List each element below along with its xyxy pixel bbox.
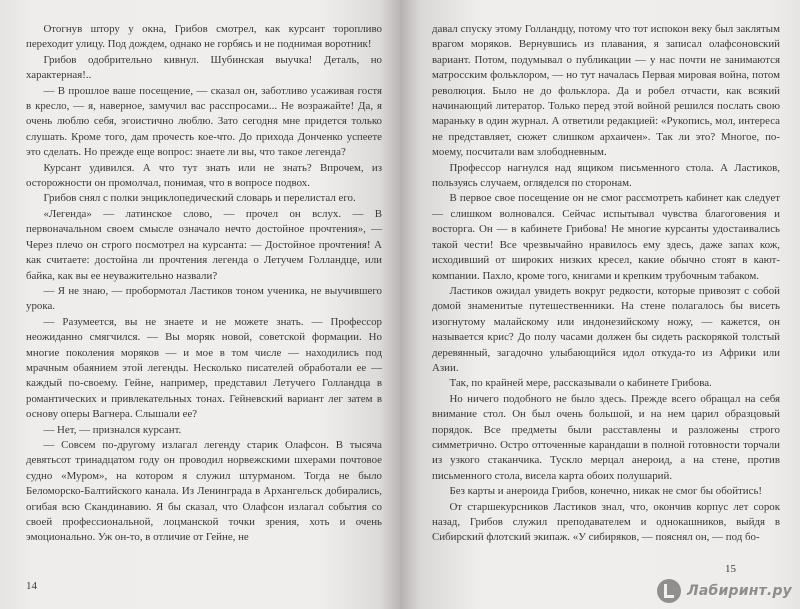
page-number-left: 14 xyxy=(26,580,37,592)
left-page-text xyxy=(26,22,382,546)
paragraph: Но ничего подобного не было здесь. Прежде всего обращал на себя внимание стол. Он был очень большой, и на нем царил образцовый порядок. Все предметы были расставлены и разложены строго симметрично. Остро отточенные карандаши в полной готовности торчали из узкого стаканчика. Тускло мерцал анероид, а на стене, против письменного стола, висела карта обоих полушарий. xyxy=(432,392,780,482)
paragraph: — Разумеется, вы не знаете и не можете знать. — Профессор неожиданно смягчился. — Вы моряк новой, советской формации. Но многие поколения моряков — и мое в том числе — находились под мрачным обаянием этой легенды. Несколько писателей обработали ее — каждый по-своему. Гейне, например, представил Летучего Голландца в романтических и привлекательных тонах. Гейневский вариант лег затем в основу оперы Вагнера. Слышали ее? xyxy=(26,315,382,421)
paragraph: — Я не знаю, — пробормотал Ластиков тоном ученика, не выучившего урока. xyxy=(26,284,382,313)
paragraph: Грибов одобрительно кивнул. Шубинская выучка! Деталь, но характерная!.. xyxy=(26,53,382,82)
watermark-logo xyxy=(657,579,792,603)
paragraph: «Легенда» — латинское слово, — прочел он вслух. — В первоначальном своем смысле означало нечто достойное прочтения», — Через плечо он строго посмотрел на курсанта: — Достойное прочтения! А как считаете: достойна ли прочтения легенда о Летучем Голландце, или байка, как вы ее неуважительно назвали? xyxy=(26,207,382,282)
paragraph: Профессор нагнулся над ящиком письменного стола. А Ластиков, пользуясь случаем, огляделся по сторонам. xyxy=(432,161,780,190)
paragraph: Ластиков ожидал увидеть вокруг редкости, которые привозят с собой домой знаменитые путешественники. На стене полагалось бы висеть изогнутому малайскому или индонезийскому ножу, — кажется, он называется крис? До полу часами должен бы сидеть раскорякой толстый деревянный, загадочно улыбающийся идол откуда-то из Африки или Азии. xyxy=(432,284,780,374)
paragraph: Так, по крайней мере, рассказывали о кабинете Грибова. xyxy=(449,377,712,390)
paragraph: — В прошлое ваше посещение, — сказал он, заботливо усаживая гостя в кресло, — я, наверное, замучил вас расспросами... Не возражайте! Да, я очень люблю себя, эгоистично люблю. Зато сегодня мне придется только слушать. Кроме того, дам прочесть кое-что. До прихода Донченко успеете это сделать. Но прежде еще вопрос: знаете ли вы, что такое легенда? xyxy=(26,84,382,159)
page-number-right: 15 xyxy=(725,563,736,575)
paragraph: Грибов снял с полки энциклопедический словарь и перелистал его. xyxy=(43,192,356,205)
paragraph: В первое свое посещение он не смог рассмотреть кабинет как следует — слишком волновался. Сейчас испытывал чувства благоговения и восторга. Он — в кабинете Грибова! Не многие курсанты удостаивались такой чести! Все чрезвычайно нравилось ему здесь, даже запах кож, исходивший от широких низких кресел, какие обычно стоят в кают-компании. Пахло, кроме того, книгами и крепким трубочным табаком. xyxy=(432,192,780,282)
paragraph: Без карты и анероида Грибов, конечно, никак не смог бы обойтись! xyxy=(449,485,763,498)
paragraph: Отогнув штору у окна, Грибов смотрел, как курсант торопливо переходит улицу. Под дождем, однако не горбясь и не поднимая воротник! xyxy=(26,23,382,51)
paragraph: Курсант удивился. А что тут знать или не знать? Впрочем, из осторожности он промолчал, понимая, что в вопросе подвох. xyxy=(26,161,382,190)
paragraph: — Совсем по-другому излагал легенду старик Олафсон. В тысяча девятьсот тринадцатом году он проводил норвежскими шхерами почтовое судно «Муром», на котором я служил штурманом. Тогда не было Беломорско-Балтийского канала. Из Ленинграда в Архангельск добирались, огибая всю Скандинавию. Я бы сказал, что Олафсон излагал события со своей профессиональной, лоцманской точки зрения, хоть и очень эмоционально. Уж он-то, в отличие от Гейне, не xyxy=(26,438,382,544)
right-page xyxy=(400,0,800,609)
paragraph: давал спуску этому Голландцу, потому что тот испокон веку был заклятым врагом моряков. Вернувшись из плавания, я записал олафсоновский вариант. Потом, подумывал о публикации — у нас почти не занимаются матросским фольклором, — но тут началась Первая мировая война, потом революция. Было не до фольклора. Да и робел отчасти, как всякий начинающий литератор. Только перед этой войной решился послать свою мараньку в один журнал. А ответили редакцией: «Рукопись, мол, интереса не представляет, сюжет слишком архаичен». Так ли это? Многое, по-моему, посчитали вам злободневным. xyxy=(432,23,780,159)
paragraph: От старшекурсников Ластиков знал, что, окончив корпус лет сорок назад, Грибов служил преподавателем и однокашников, выйдя в Сибирский флотский экипаж. «У сибиряков, — пояснял он, — под бо- xyxy=(432,500,780,544)
watermark-text: Лабиринт.ру xyxy=(687,583,792,599)
labirint-logo-icon xyxy=(657,579,681,603)
paragraph: — Нет, — признался курсант. xyxy=(43,423,182,436)
right-page-text xyxy=(432,22,780,546)
